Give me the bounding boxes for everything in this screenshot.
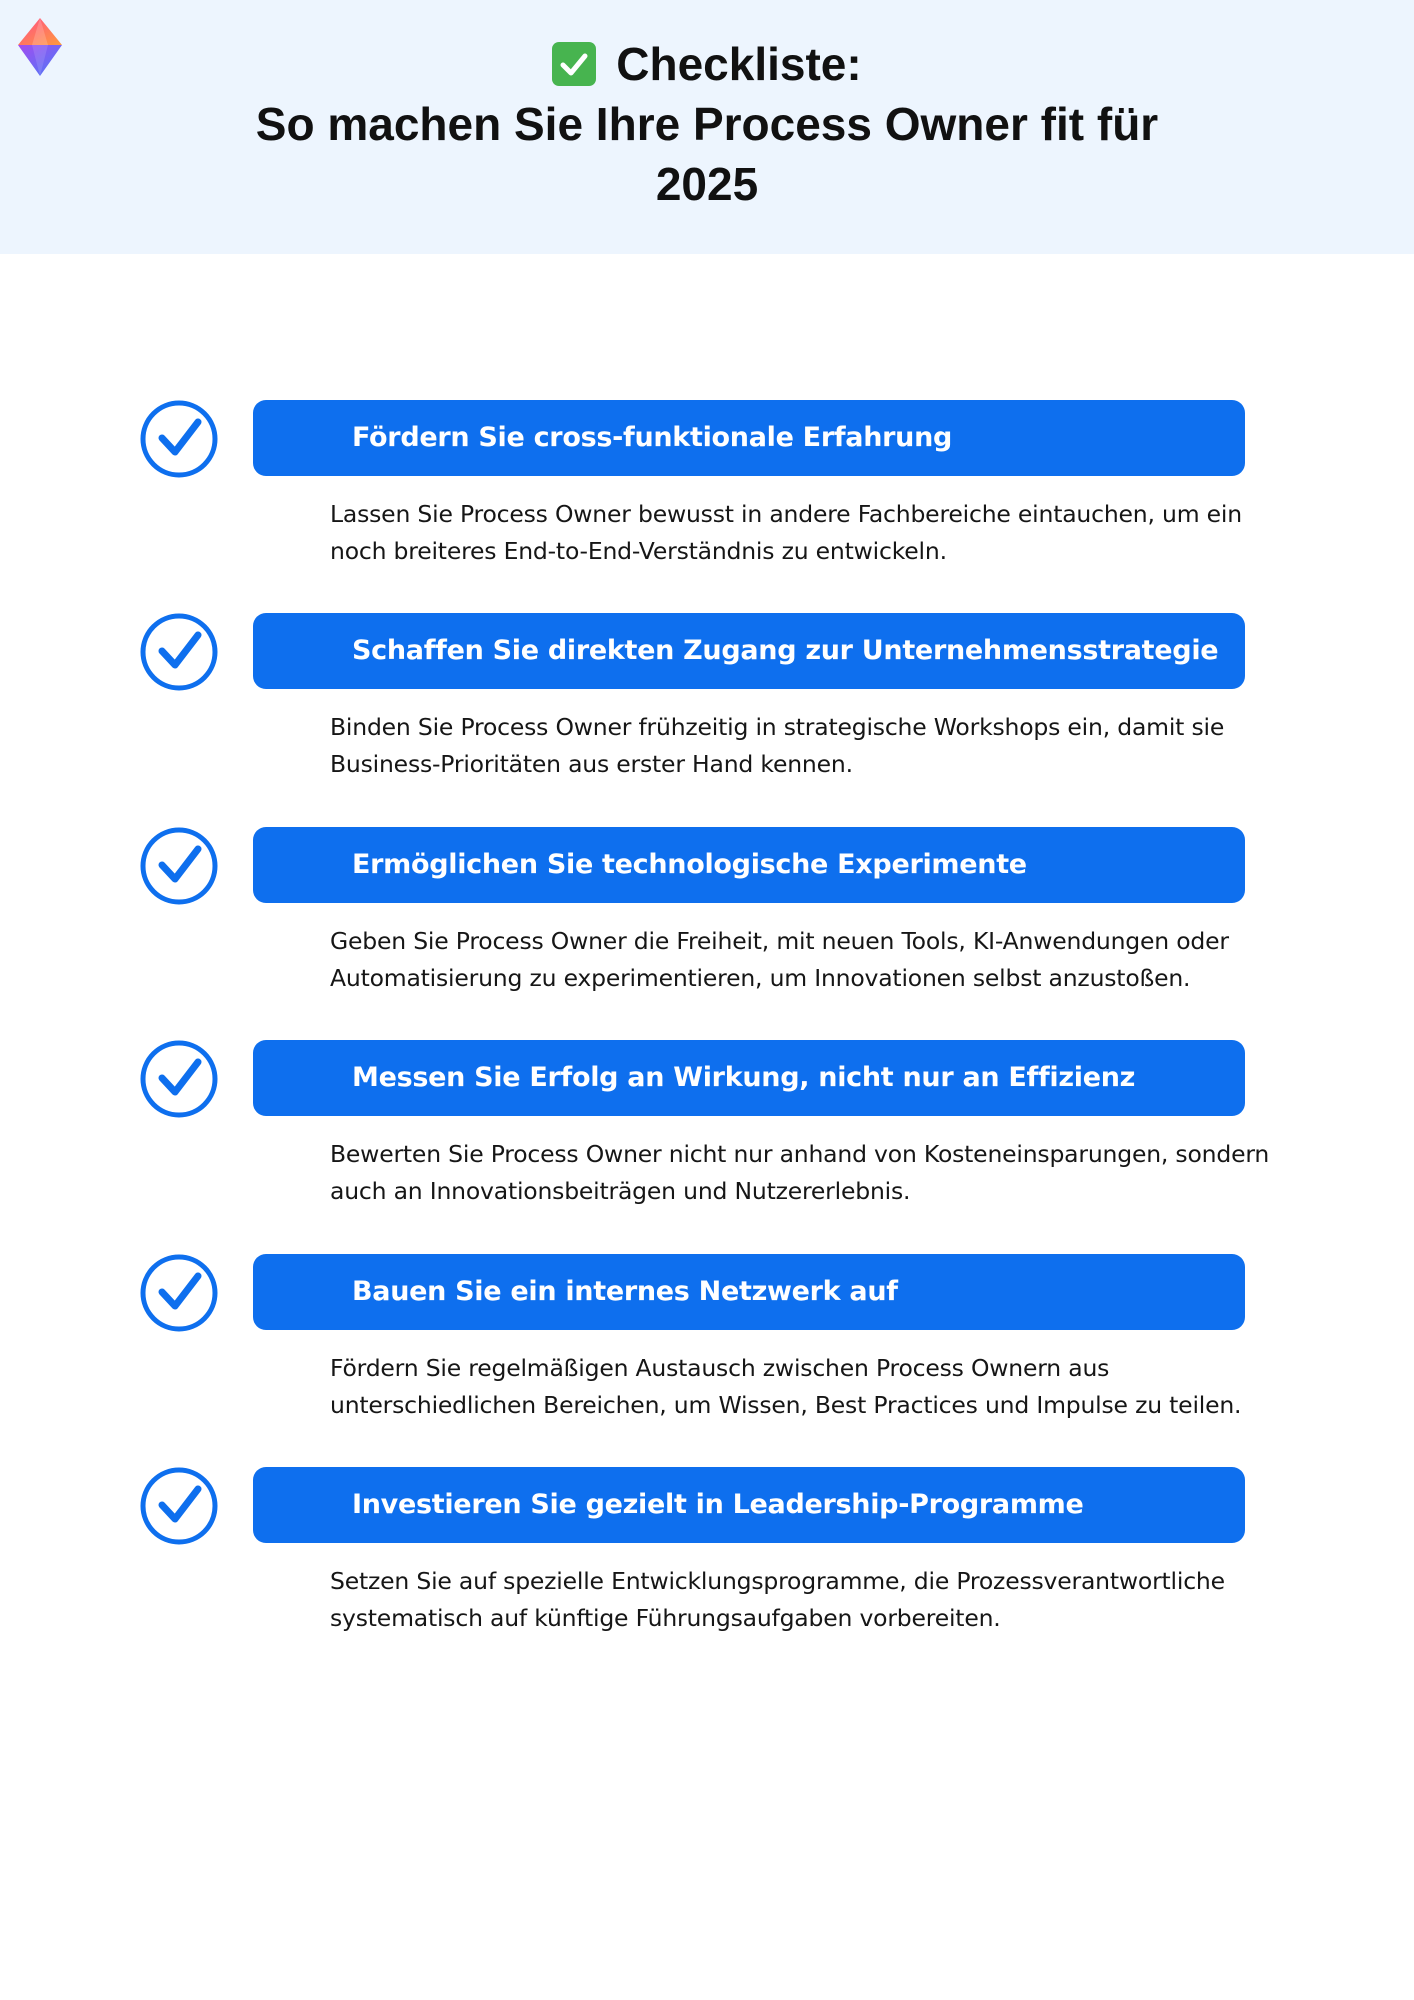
checklist-heading-pill bbox=[253, 827, 1245, 903]
checklist-description: Setzen Sie auf spezielle Entwicklungsprogramme, die Prozessverantwortliche systematisch auf künftige Führungsaufgaben vorbereiten. bbox=[330, 1567, 1225, 1632]
gem-logo-icon bbox=[18, 18, 62, 76]
header-banner bbox=[0, 0, 1414, 254]
checklist-heading-pill bbox=[253, 400, 1245, 476]
checklist-description: Fördern Sie regelmäßigen Austausch zwischen Process Ownern aus unterschiedlichen Bereichen, um Wissen, Best Practices und Impulse zu teilen. bbox=[330, 1354, 1242, 1419]
page-title bbox=[220, 34, 1194, 214]
checklist-heading-pill bbox=[253, 1040, 1245, 1116]
check-circle-icon bbox=[140, 1254, 218, 1332]
checklist-heading-pill bbox=[253, 1467, 1245, 1543]
checklist-item bbox=[0, 400, 1414, 590]
checklist-heading: Ermöglichen Sie technologische Experimente bbox=[352, 849, 1027, 880]
checklist-heading: Fördern Sie cross-funktionale Erfahrung bbox=[352, 422, 953, 453]
checklist-description: Lassen Sie Process Owner bewusst in andere Fachbereiche eintauchen, um ein noch breiteres End-to-End-Verständnis zu entwickeln. bbox=[330, 500, 1242, 565]
title-line-2: So machen Sie Ihre Process Owner fit für bbox=[255, 98, 1159, 150]
title-text-1: Checkliste: bbox=[616, 38, 862, 90]
title-line-3: 2025 bbox=[655, 158, 759, 210]
checklist-description: Binden Sie Process Owner frühzeitig in strategische Workshops ein, damit sie Business-Prioritäten aus erster Hand kennen. bbox=[330, 713, 1225, 778]
checklist-heading-pill bbox=[253, 1254, 1245, 1330]
checklist-heading: Investieren Sie gezielt in Leadership-Programme bbox=[352, 1489, 1084, 1520]
checklist-item bbox=[0, 827, 1414, 1017]
checklist-item bbox=[0, 1040, 1414, 1230]
checklist-item bbox=[0, 1254, 1414, 1444]
checklist-heading-pill bbox=[253, 613, 1245, 689]
checklist-heading: Messen Sie Erfolg an Wirkung, nicht nur an Effizienz bbox=[352, 1062, 1136, 1093]
check-circle-icon bbox=[140, 613, 218, 691]
checklist-description: Geben Sie Process Owner die Freiheit, mit neuen Tools, KI-Anwendungen oder Automatisierung zu experimentieren, um Innovationen selbst anzustoßen. bbox=[330, 927, 1229, 992]
checklist-description: Bewerten Sie Process Owner nicht nur anhand von Kosteneinsparungen, sondern auch an Innovationsbeiträgen und Nutzererlebnis. bbox=[330, 1140, 1270, 1205]
title-line-1 bbox=[220, 34, 1194, 94]
check-circle-icon bbox=[140, 1040, 218, 1118]
checklist-heading: Bauen Sie ein internes Netzwerk auf bbox=[352, 1276, 898, 1307]
checklist-item bbox=[0, 1467, 1414, 1657]
check-circle-icon bbox=[140, 827, 218, 905]
check-circle-icon bbox=[140, 1467, 218, 1545]
check-mark-button-icon bbox=[552, 42, 596, 86]
check-circle-icon bbox=[140, 400, 218, 478]
checklist-heading: Schaffen Sie direkten Zugang zur Unternehmensstrategie bbox=[352, 635, 1219, 666]
checklist-item bbox=[0, 613, 1414, 803]
